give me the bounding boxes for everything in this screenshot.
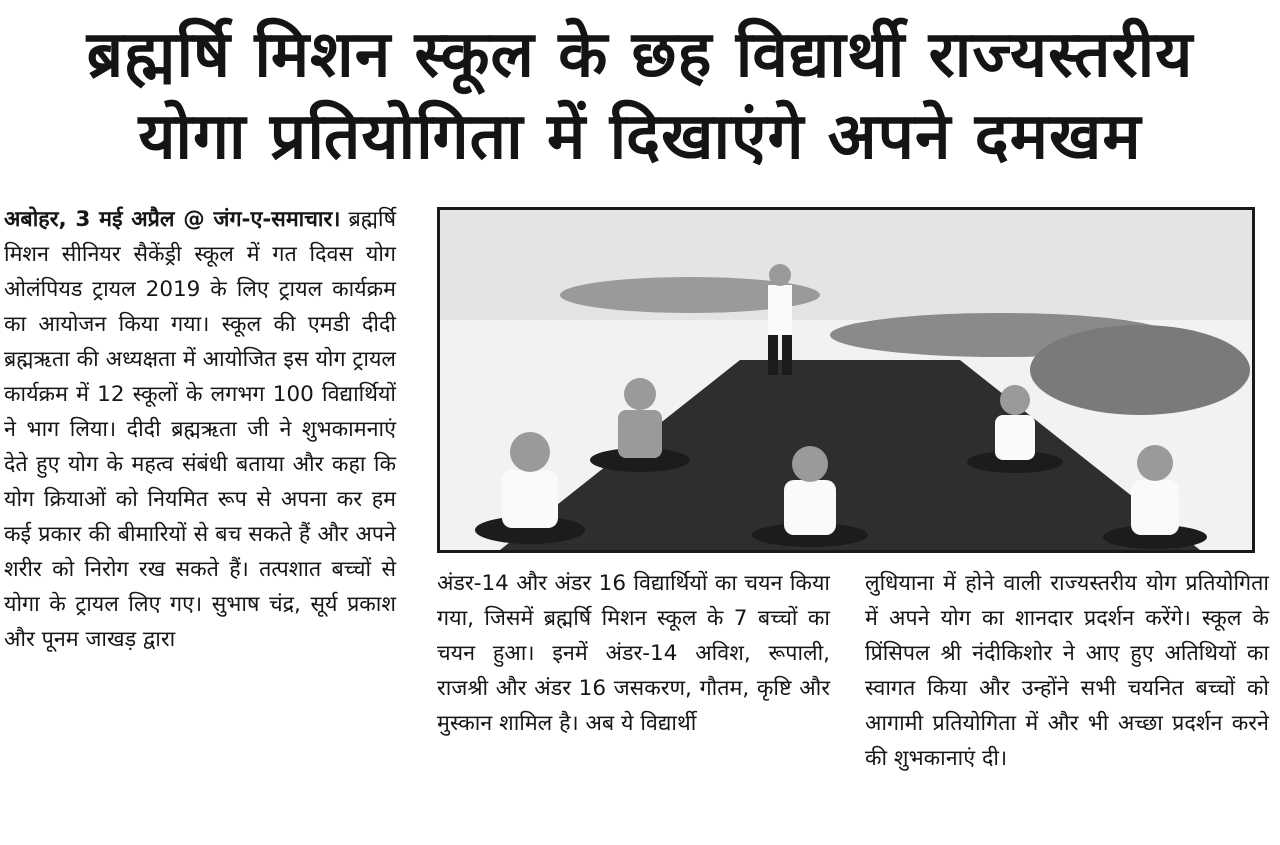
yoga-photo-illustration	[440, 210, 1252, 550]
dateline: अबोहर, 3 मई अप्रैल @ जंग-ए-समाचार।	[4, 207, 341, 232]
article-column-1	[4, 202, 396, 657]
headline	[0, 14, 1280, 178]
article-column-2: अंडर-14 और अंडर 16 विद्यार्थियों का चयन किया गया, जिसमें ब्रह्मर्षि मिशन स्कूल के 7 बच्चों का चयन हुआ। इनमें अंडर-14 अविश, रूपाली, राजश्री और अंडर 16 जसकरण, गौतम, कृष्टि और मुस्कान शामिल है। अब ये विद्यार्थी	[437, 571, 830, 736]
article-column-3: लुधियाना में होने वाली राज्यस्तरीय योग प्रतियोगिता में अपने योग का शानदार प्रदर्शन करेंगे। स्कूल के प्रिंसिपल श्री नंदीकिशोर ने आए हुए अतिथियों का स्वागत किया और उन्होंने सभी चयनित बच्चों को आगामी प्रतियोगिता में और भी अच्छा प्रदर्शन करने की शुभकानाएं दी।	[865, 571, 1269, 771]
headline-line-1: ब्रह्मर्षि मिशन स्कूल के छह विद्यार्थी राज्यस्तरीय	[86, 18, 1194, 92]
article-body-part-1: ब्रह्मर्षि मिशन सीनियर सैकेंड्री स्कूल में गत दिवस योग ओलंपियड ट्रायल 2019 के लिए ट्रायल कार्यक्रम का आयोजन किया गया। स्कूल की एमडी दीदी ब्रह्मऋता की अध्यक्षता में आयोजित इस योग ट्रायल कार्यक्रम में 12 स्कूलों के लगभग 100 विद्यार्थियों ने भाग लिया। दीदी ब्रह्मऋता जी ने शुभकामनाएं देते हुए योग के महत्व संबंधी बताया और कहा कि योग क्रियाओं को नियमित रूप से अपना कर हम कई प्रकार की बीमारियों से बच सकते हैं और अपने शरीर को निरोग रख सकते हैं। तत्पशात बच्चों से योगा के ट्रायल लिए गए। सुभाष चंद्र, सूर्य प्रकाश और पूनम जाखड़ द्वारा	[4, 207, 396, 652]
news-photo	[437, 207, 1255, 553]
headline-line-2: योगा प्रतियोगिता में दिखाएंगे अपने दमखम	[138, 100, 1142, 174]
photo-wall	[440, 210, 1252, 330]
